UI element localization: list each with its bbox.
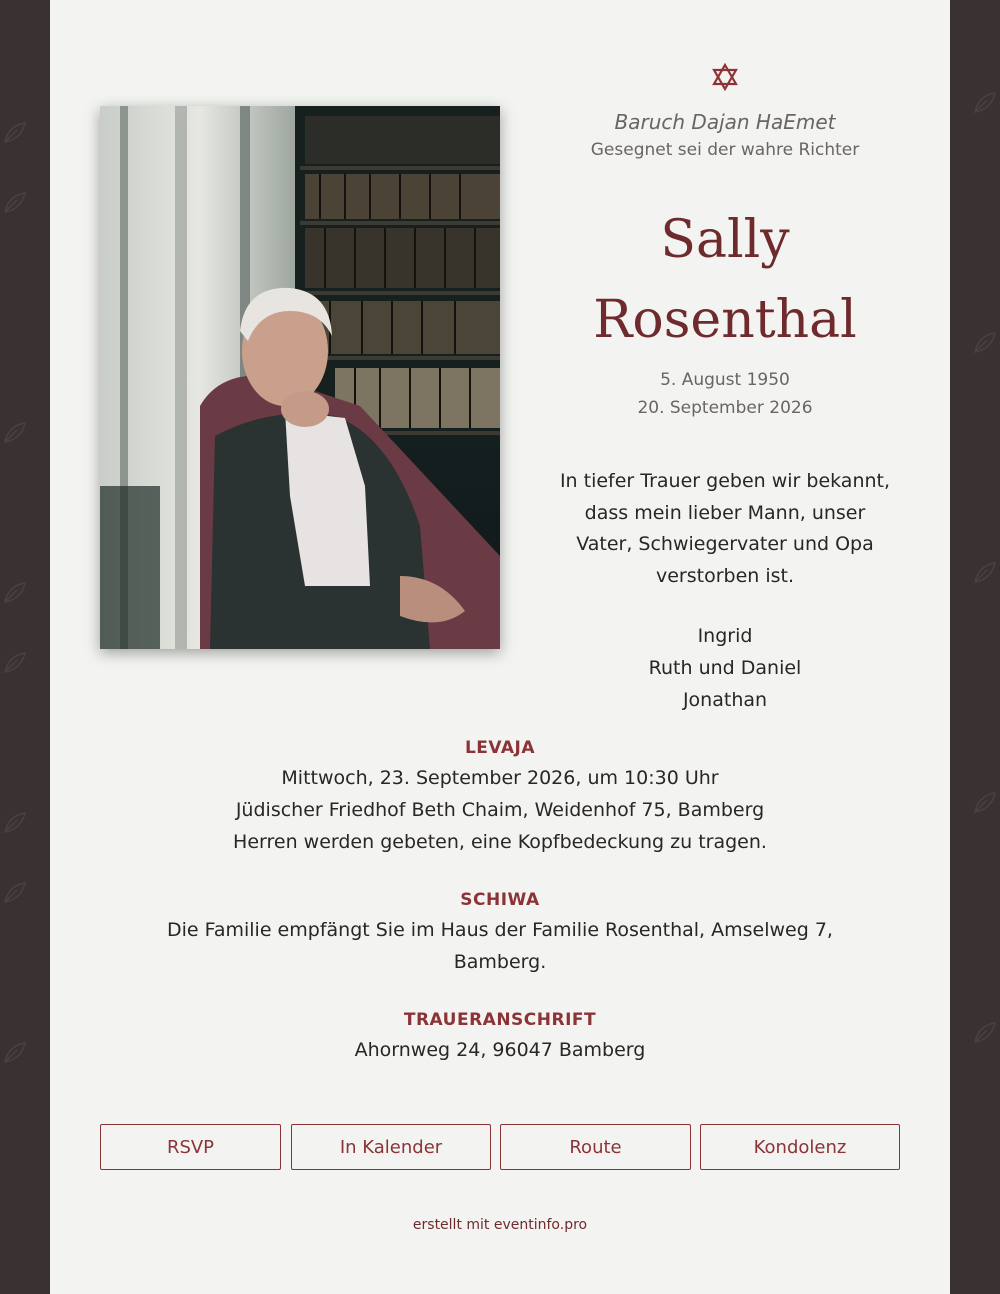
portrait-photo [100, 106, 500, 649]
leaf-icon [2, 580, 28, 606]
announcement-line: Vater, Schwiegervater und Opa [576, 533, 874, 555]
leaf-icon [972, 90, 998, 116]
hebrew-translation: Gesegnet sei der wahre Richter [590, 140, 860, 160]
last-name: Rosenthal [593, 290, 857, 350]
family-member: Ingrid [697, 625, 753, 647]
leaf-icon [2, 650, 28, 676]
traueranschrift-line: Ahornweg 24, 96047 Bamberg [354, 1039, 646, 1061]
rsvp-button[interactable]: RSVP [100, 1124, 281, 1170]
route-button[interactable]: Route [500, 1124, 691, 1170]
levaja-title: LEVAJA [464, 738, 536, 758]
portrait-illustration [100, 106, 500, 649]
leaf-icon [972, 330, 998, 356]
levaja-line: Jüdischer Friedhof Beth Chaim, Weidenhof 75, Bamberg [235, 799, 765, 821]
announcement-line: verstorben ist. [655, 564, 795, 587]
leaf-icon [2, 1040, 28, 1066]
leaf-icon [2, 880, 28, 906]
traueranschrift-title: TRAUERANSCHRIFT [403, 1010, 597, 1030]
action-buttons [100, 1124, 900, 1172]
traueranschrift-section [100, 1010, 900, 1066]
schiwa-details [100, 914, 900, 978]
levaja-section [100, 738, 900, 858]
schiwa-line: Bamberg. [453, 951, 547, 973]
family-member: Ruth und Daniel [648, 657, 802, 679]
add-to-calendar-button[interactable]: In Kalender [291, 1124, 491, 1170]
levaja-line: Herren werden gebeten, eine Kopfbedeckung zu tragen. [233, 831, 767, 853]
life-dates [525, 366, 925, 422]
levaja-details [100, 762, 900, 858]
announcement-line: dass mein lieber Mann, unser [584, 501, 866, 524]
family-names [525, 620, 925, 716]
obituary-card [50, 0, 950, 1294]
leaf-icon [2, 190, 28, 216]
announcement-text [525, 466, 925, 592]
levaja-line: Mittwoch, 23. September 2026, um 10:30 Uhr [281, 767, 719, 789]
death-date: 20. September 2026 [637, 398, 813, 418]
footer-credit[interactable]: erstellt mit eventinfo.pro [412, 1217, 588, 1233]
first-name: Sally [660, 210, 790, 270]
deceased-name [525, 200, 925, 360]
schiwa-title: SCHIWA [460, 890, 540, 910]
birth-date: 5. August 1950 [660, 370, 790, 390]
leaf-icon [972, 560, 998, 586]
leaf-icon [2, 120, 28, 146]
leaf-icon [972, 1020, 998, 1046]
traueranschrift-details [100, 1034, 900, 1066]
schiwa-section [100, 890, 900, 978]
leaf-icon [2, 420, 28, 446]
condolence-button[interactable]: Kondolenz [700, 1124, 900, 1170]
star-of-david-icon [710, 62, 740, 92]
hebrew-phrase: Baruch Dajan HaEmet [614, 110, 836, 134]
leaf-icon [2, 810, 28, 836]
leaf-icon [972, 790, 998, 816]
family-member: Jonathan [682, 689, 768, 711]
schiwa-line: Die Familie empfängt Sie im Haus der Familie Rosenthal, Amselweg 7, [167, 919, 833, 941]
announcement-line: In tiefer Trauer geben wir bekannt, [559, 470, 891, 492]
header-column [525, 62, 925, 716]
